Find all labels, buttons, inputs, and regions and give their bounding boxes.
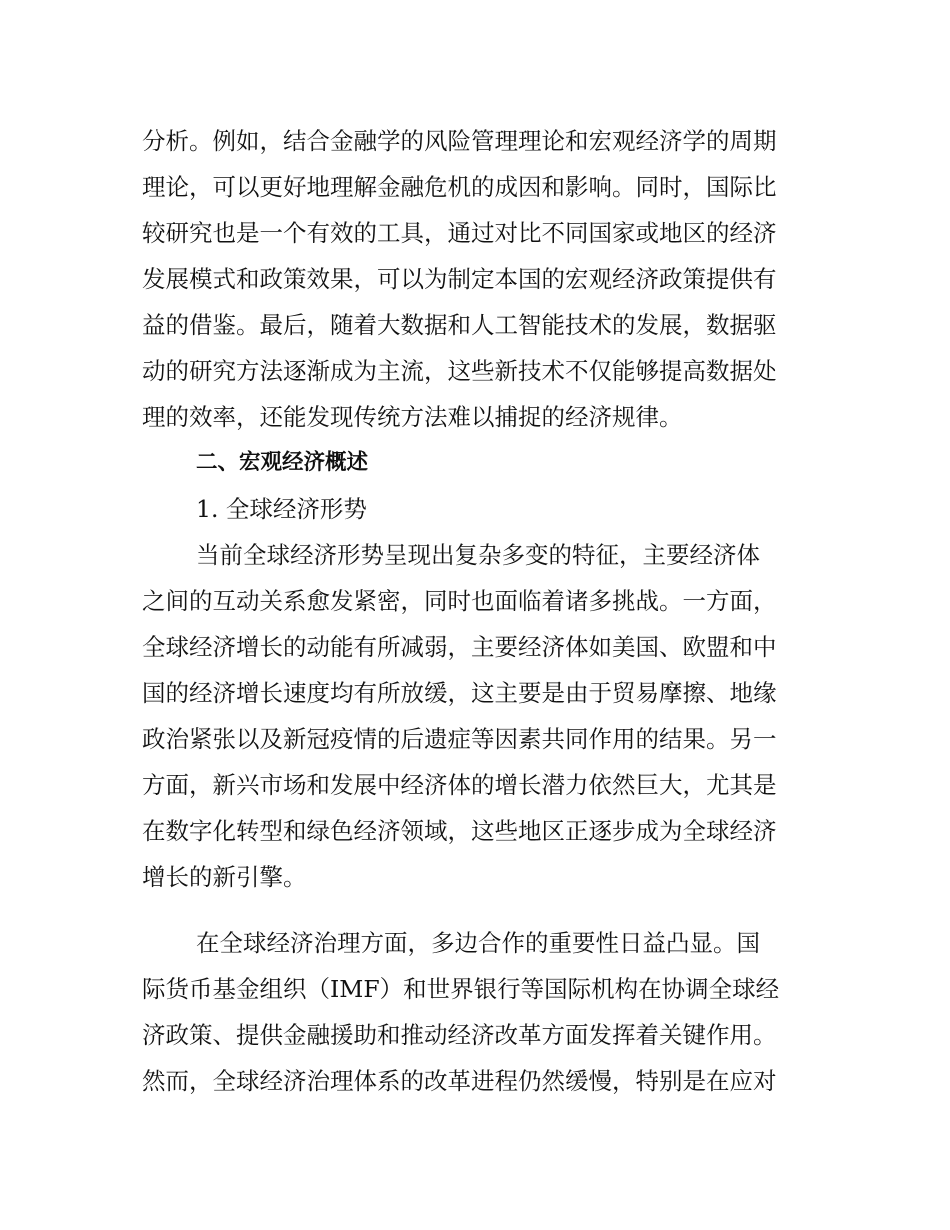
paragraph-line: 方面，新兴市场和发展中经济体的增长潜力依然巨大，尤其是 [142,771,777,799]
paragraph-line: 国的经济增长速度均有所放缓，这主要是由于贸易摩擦、地缘 [142,679,777,707]
paragraph-line: 增长的新引擎。 [142,863,307,891]
paragraph-line: 政治紧张以及新冠疫情的后遗症等因素共同作用的结果。另一 [142,725,777,753]
paragraph-line: 益的借鉴。最后，随着大数据和人工智能技术的发展，数据驱 [142,311,777,339]
paragraph-line: 之间的互动关系愈发紧密，同时也面临着诸多挑战。一方面， [142,587,777,615]
paragraph-line: 在全球经济治理方面，多边合作的重要性日益凸显。国 [196,929,760,957]
paragraph-line: 较研究也是一个有效的工具，通过对比不同国家或地区的经济 [142,219,777,247]
paragraph-line: 然而，全球经济治理体系的改革进程仍然缓慢，特别是在应对 [142,1067,777,1095]
subsection-heading: 1. 全球经济形势 [196,495,367,523]
paragraph-line: 济政策、提供金融援助和推动经济改革方面发挥着关键作用。 [142,1021,777,1049]
paragraph-line: 际货币基金组织（IMF）和世界银行等国际机构在协调全球经 [142,975,780,1003]
paragraph-line: 理的效率，还能发现传统方法难以捕捉的经济规律。 [142,403,683,431]
paragraph-line: 发展模式和政策效果，可以为制定本国的宏观经济政策提供有 [142,265,777,293]
paragraph-line: 在数字化转型和绿色经济领域，这些地区正逐步成为全球经济 [142,817,777,845]
paragraph-line: 动的研究方法逐渐成为主流，这些新技术不仅能够提高数据处 [142,357,777,385]
paragraph-line: 全球经济增长的动能有所减弱，主要经济体如美国、欧盟和中 [142,633,777,661]
paragraph-line: 理论，可以更好地理解金融危机的成因和影响。同时，国际比 [142,173,777,201]
paragraph-line: 分析。例如，结合金融学的风险管理理论和宏观经济学的周期 [142,127,777,155]
paragraph-line: 当前全球经济形势呈现出复杂多变的特征，主要经济体 [196,541,760,569]
section-heading: 二、宏观经济概述 [196,450,369,475]
